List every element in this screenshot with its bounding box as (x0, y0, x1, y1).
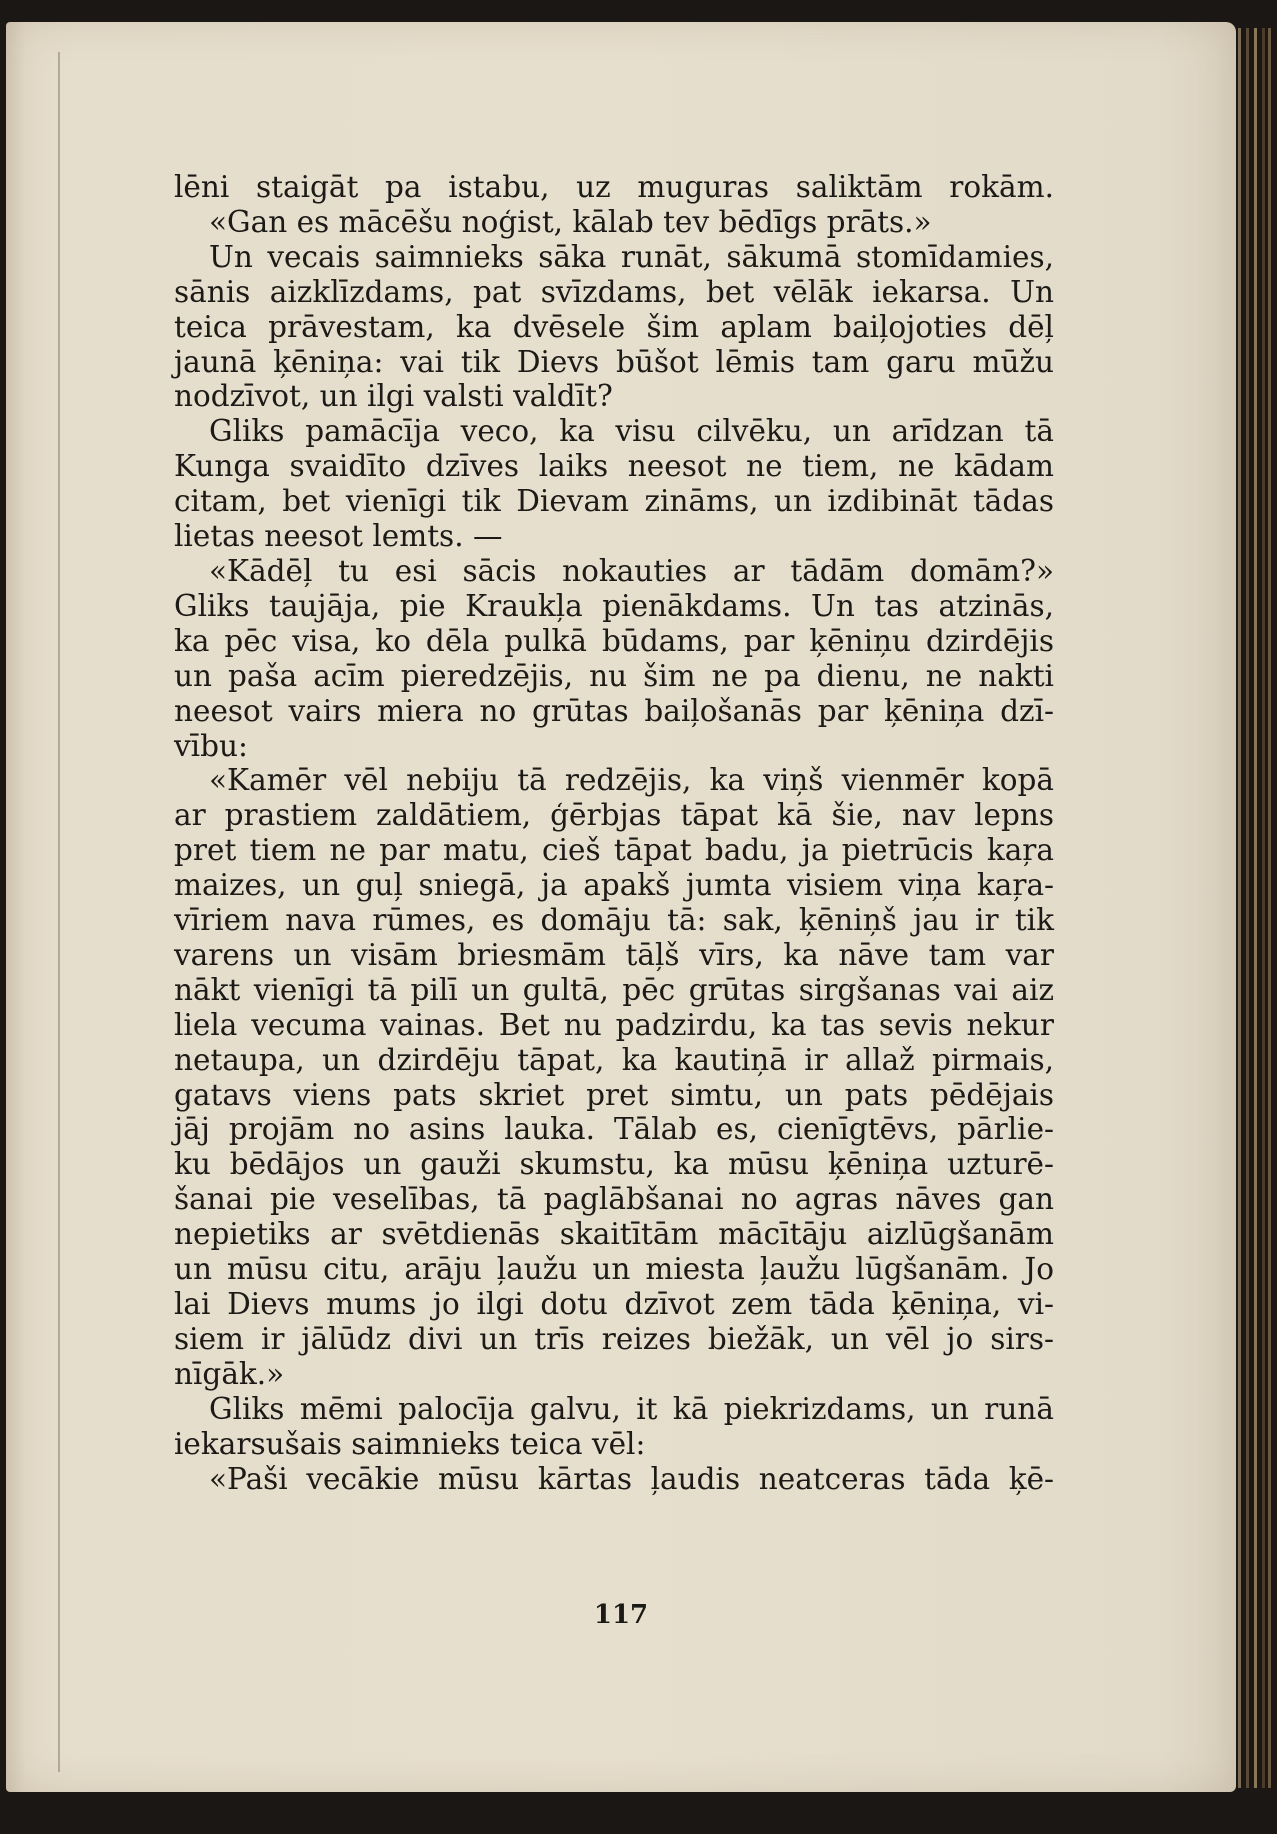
text-line: vīriem nava rūmes, es domāju tā: sak, ķēniņš jau ir tik (174, 903, 1054, 938)
text-line: «Paši vecākie mūsu kārtas ļaudis neatceras tāda ķē- (209, 1461, 1054, 1496)
text-line: Gliks taujāja, pie Kraukļa pienākdams. Un tas atzinās, (174, 588, 1054, 623)
text-line: jaunā ķēniņa: vai tik Dievs būšot lēmis tam garu mūžu (174, 344, 1054, 379)
text-line: maizes, un guļ sniegā, ja apakš jumta visiem viņa kaŗa- (174, 868, 1054, 903)
page-edge (1238, 28, 1241, 1788)
text-line: citam, bet vienīgi tik Dievam zināms, un izdibināt tādas (174, 484, 1054, 519)
text-line: un paša acīm pieredzējis, nu šim ne pa dienu, ne nakti (174, 658, 1054, 693)
text-line: gatavs viens pats skriet pret simtu, un pats pēdējais (174, 1077, 1054, 1112)
text-line: «Gan es mācēšu noģist, kālab tev bēdīgs prāts.» (209, 204, 932, 239)
text-line: iekarsušais saimnieks teica vēl: (174, 1426, 646, 1461)
text-line: Gliks pamācīja veco, ka visu cilvēku, un arīdzan tā (209, 414, 1054, 449)
text-line: teica prāvestam, ka dvēsele šim aplam baiļojoties dēļ (174, 309, 1054, 344)
text-line: Un vecais saimnieks sāka runāt, sākumā stomīdamies, (209, 239, 1054, 274)
text-line: nākt vienīgi tā pilī un gultā, pēc grūtas sirgšanas vai aiz (174, 972, 1054, 1007)
text-line: lietas neesot lemts. — (174, 519, 503, 554)
page-edge (1268, 28, 1271, 1788)
text-line: neesot vairs miera no grūtas baiļošanās par ķēniņa dzī- (174, 693, 1054, 728)
page-edge (1254, 28, 1257, 1788)
text-line: «Kādēļ tu esi sācis nokauties ar tādām domām?» (209, 553, 1054, 588)
text-line: netaupa, un dzirdēju tāpat, ka kautiņā ir allaž pirmais, (174, 1042, 1054, 1077)
text-line: «Kamēr vēl nebiju tā redzējis, ka viņš vienmēr kopā (209, 763, 1054, 798)
text-line: vību: (174, 728, 248, 763)
text-line: siem ir jālūdz divi un trīs reizes biežāk, un vēl jo sirs- (174, 1321, 1054, 1356)
book-page (6, 22, 1236, 1792)
page-edge (1262, 28, 1265, 1788)
text-line: Kunga svaidīto dzīves laiks neesot ne tiem, ne kādam (174, 449, 1054, 484)
text-line: ar prastiem zaldātiem, ģērbjas tāpat kā šie, nav lepns (174, 798, 1054, 833)
text-line: nodzīvot, un ilgi valsti valdīt? (174, 379, 613, 414)
text-line: lēni staigāt pa istabu, uz muguras saliktām rokām. (174, 170, 1054, 204)
text-line: nepietiks ar svētdienās skaitītām mācītāju aizlūgšanām (174, 1217, 1054, 1252)
page-edge (1246, 28, 1249, 1788)
text-line: varens un visām briesmām tāļš vīrs, ka nāve tam var (174, 937, 1054, 972)
text-line: lai Dievs mums jo ilgi dotu dzīvot zem tāda ķēniņa, vi- (174, 1287, 1054, 1321)
text-line: nīgāk.» (174, 1356, 285, 1391)
text-line: sānis aizklīzdams, pat svīzdams, bet vēlāk iekarsa. Un (174, 274, 1054, 309)
text-line: ka pēc visa, ko dēla pulkā būdams, par ķēniņu dzirdējis (174, 623, 1054, 658)
text-line: pret tiem ne par matu, cieš tāpat badu, ja pietrūcis kaŗa (174, 833, 1054, 868)
text-line: liela vecuma vainas. Bet nu padzirdu, ka tas sevis nekur (174, 1007, 1054, 1042)
page-number: 117 (593, 1600, 649, 1630)
text-line: un mūsu citu, arāju ļaužu un miesta ļaužu lūgšanām. Jo (174, 1252, 1054, 1287)
text-line: jāj projām no asins lauka. Tālab es, cienīgtēvs, pārlie- (174, 1112, 1054, 1147)
body-text (174, 170, 1054, 1496)
text-line: ku bēdājos un gauži skumstu, ka mūsu ķēniņa uzturē- (174, 1147, 1054, 1182)
text-line: Gliks mēmi palocīja galvu, it kā piekrizdams, un runā (209, 1391, 1054, 1426)
gutter-shadow (58, 52, 60, 1772)
text-line: šanai pie veselības, tā paglābšanai no agras nāves gan (174, 1182, 1054, 1217)
